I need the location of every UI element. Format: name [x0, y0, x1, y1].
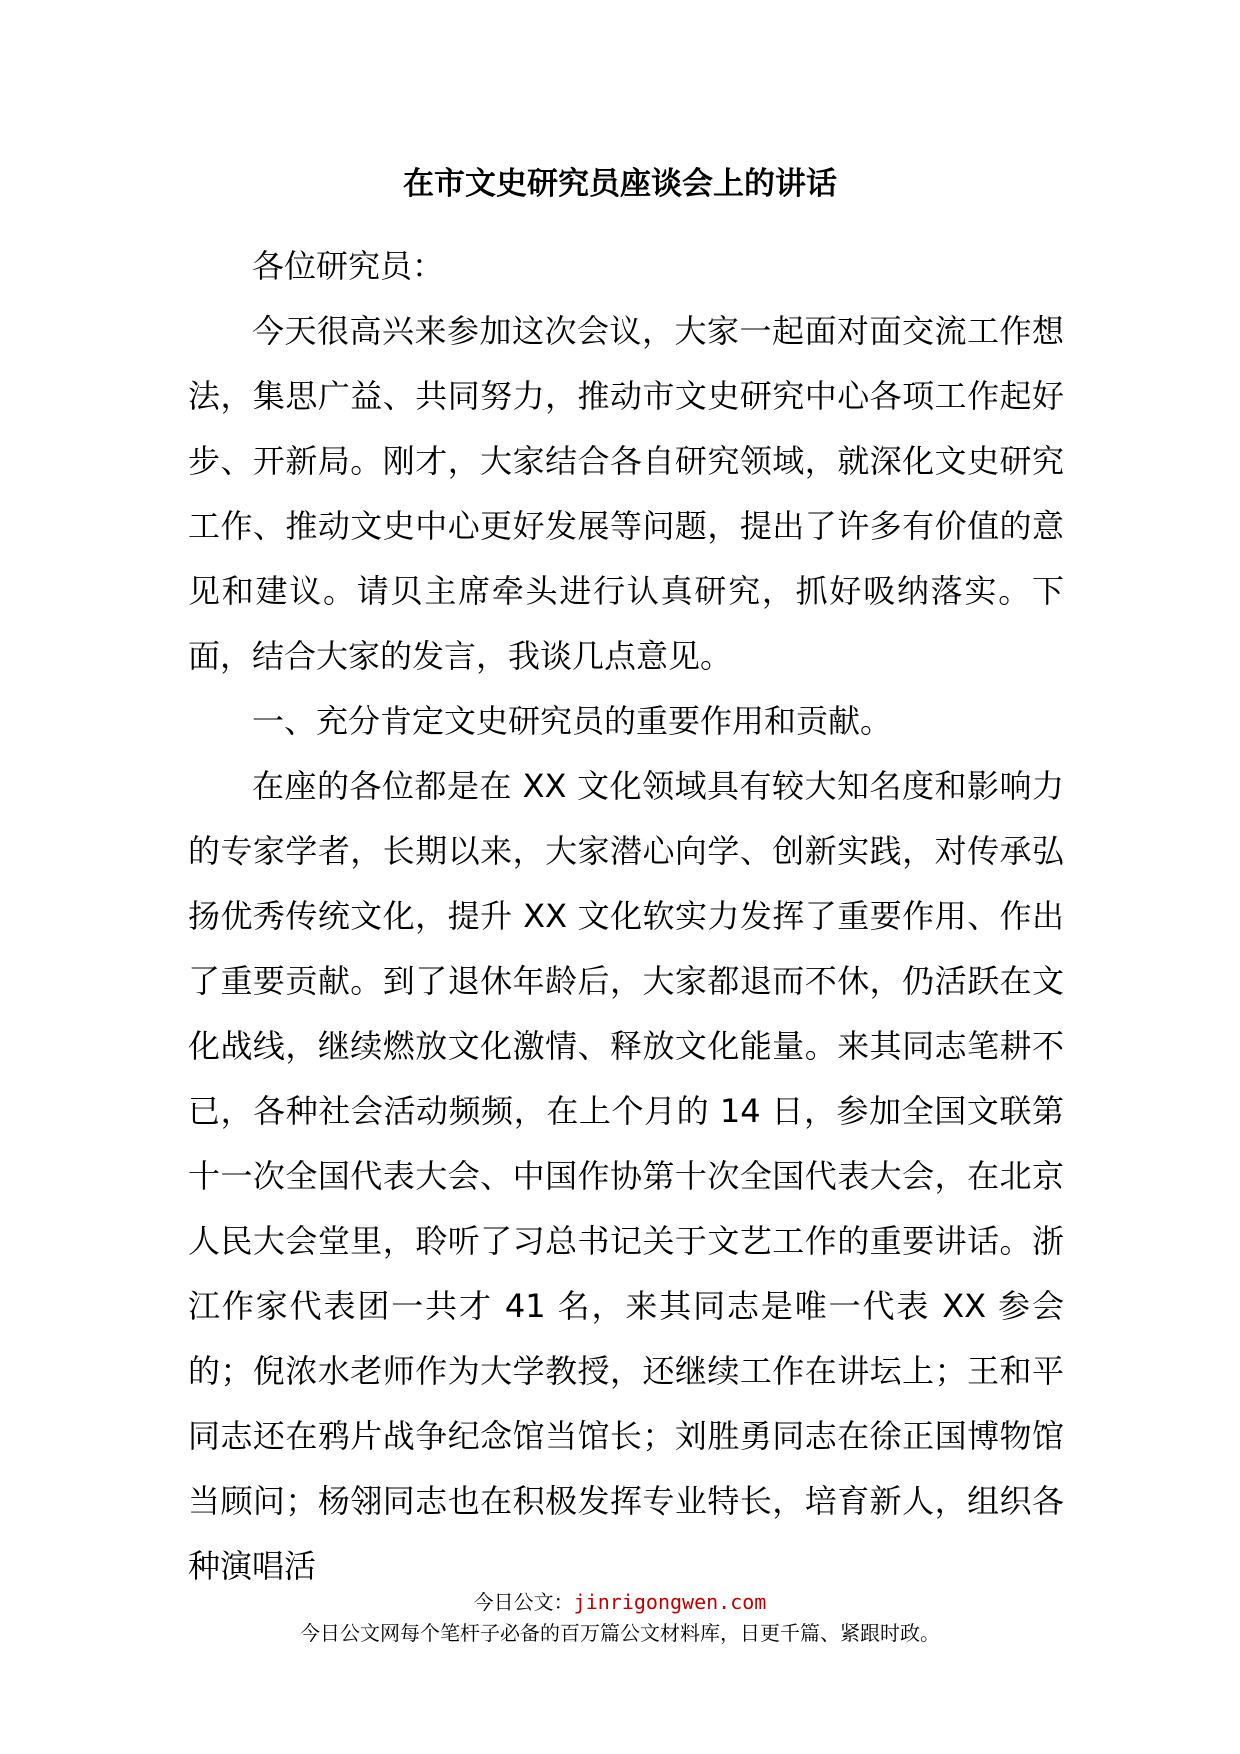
paragraph-section-1: 在座的各位都是在 XX 文化领域具有较大知名度和影响力的专家学者，长期以来，大家潜心向学、创新实践，对传承弘扬优秀传统文化，提升 XX 文化软实力发挥了重要作用、作出了重要贡献。到了退休年龄后，大家都退而不休，仍活跃在文化战线，继续燃放文化激情、释放文化能量。来其同志笔耕不已，各种社会活动频频，在上个月的 14 日，参加全国文联第十一次全国代表大会、中国作协第十次全国代表大会，在北京人民大会堂里，聆听了习总书记关于文艺工作的重要讲话。浙江作家代表团一共才 41 名，来其同志是唯一代表 XX 参会的；倪浓水老师作为大学教授，还继续工作在讲坛上；王和平同志还在鸦片战争纪念馆当馆长；刘胜勇同志在徐正国博物馆当顾问；杨翎同志也在积极发挥专业特长，培育新人，组织各种演唱活: [188, 767, 1064, 1585]
salutation: 各位研究员：: [252, 247, 445, 285]
section-heading-1: 一、充分肯定文史研究员的重要作用和贡献。: [252, 702, 893, 740]
footer-tagline: 今日公文网每个笔杆子必备的百万篇公文材料库，日更千篇、紧跟时政。: [300, 1621, 940, 1645]
document-body: [188, 234, 1064, 1599]
footer-brand-label: 今日公文：: [473, 1590, 574, 1614]
document-title: 在市文史研究员座谈会上的讲话: [403, 166, 837, 202]
page-footer: [0, 1587, 1240, 1649]
footer-brand-line: [0, 1587, 1240, 1618]
footer-site-link[interactable]: jinrigongwen.com: [573, 1590, 767, 1614]
paragraph-intro: 今天很高兴来参加这次会议，大家一起面对面交流工作想法，集思广益、共同努力，推动市文史研究中心各项工作起好步、开新局。刚才，大家结合各自研究领域，就深化文史研究工作、推动文史中心更好发展等问题，提出了许多有价值的意见和建议。请贝主席牵头进行认真研究，抓好吸纳落实。下面，结合大家的发言，我谈几点意见。: [188, 312, 1064, 675]
